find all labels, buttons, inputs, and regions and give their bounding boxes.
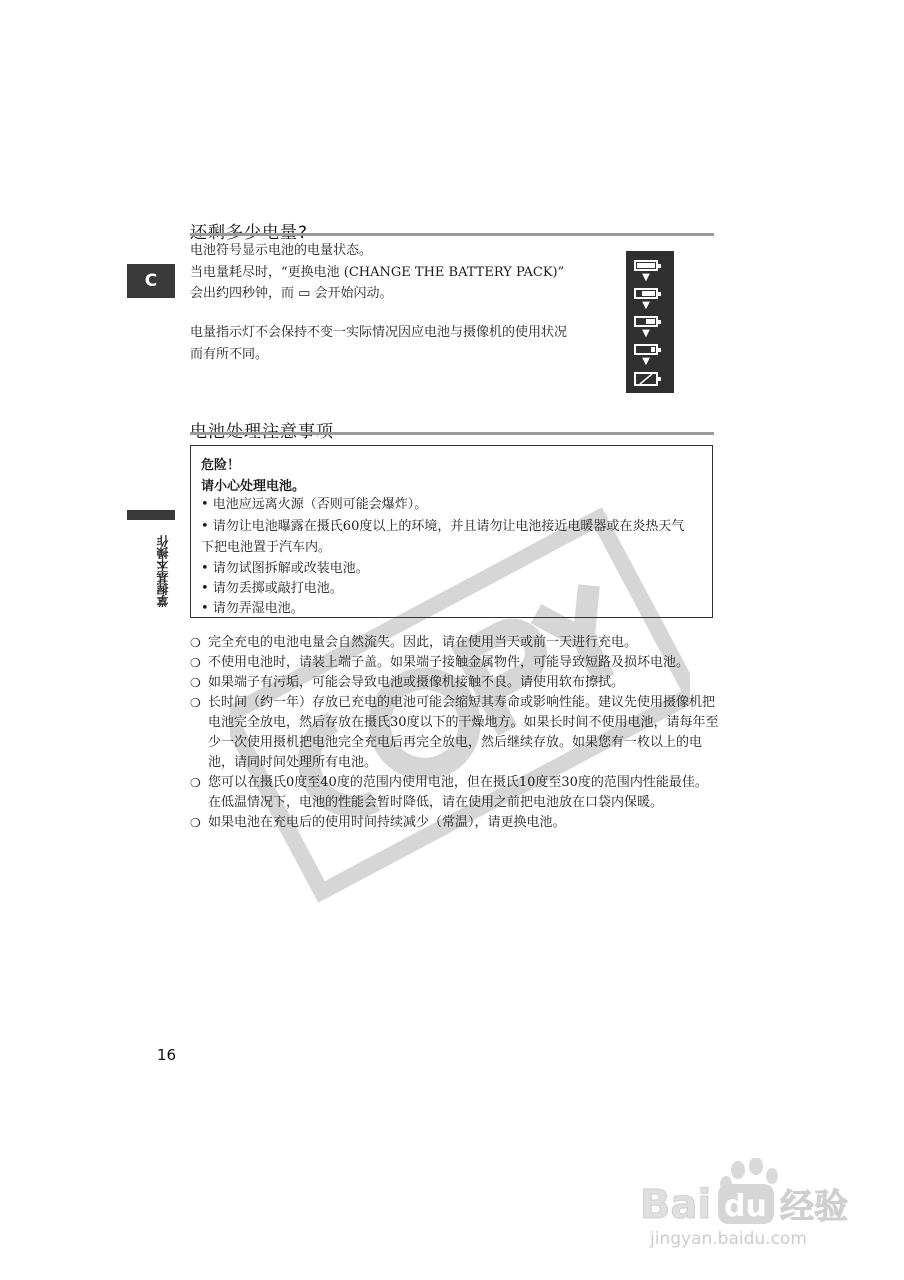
danger-item: • 请勿试图拆解或改装电池。 [201, 561, 369, 576]
list-item: ❍ 如果端子有污垢，可能会导致电池或摄像机接触不良。请使用软布擦拭。 [190, 673, 720, 693]
svg-text:经验: 经验 [780, 1187, 848, 1227]
danger-item: • 请勿弄湿电池。 [201, 601, 304, 616]
battery-notes-list [190, 633, 720, 833]
section-title-battery-handling [190, 417, 334, 442]
chapter-tab: C [127, 264, 175, 298]
battery-status-line-2: 当电量耗尽时，“更换电池 (CHANGE THE BATTERY PACK)” [190, 265, 565, 280]
battery-status-line-3: 会出约四秒钟，而 ▭ 会开始闪动。 [190, 286, 393, 301]
paw-icon [640, 1158, 880, 1250]
page-number: 16 [157, 1046, 177, 1064]
battery-full-icon [634, 260, 658, 271]
list-item: ❍ 长时间（约一年）存放已充电的电池可能会缩短其寿命或影响性能。建议先使用摄像机把电池完全放电，然后存放在摄氏30度以下的干燥地方。如果长时间不使用电池，请每年至少一次使用摄机把电池完全充电后再完全放电，然后继续存放。如果您有一枚以上的电池，请同时间处理所有电池。 [190, 695, 719, 770]
circle-bullet-icon: ❍ [190, 676, 201, 690]
arrow-down-icon: ▼ [642, 300, 650, 311]
svg-text:du: du [724, 1189, 767, 1224]
battery-low-icon [634, 344, 658, 355]
battery-status-line-4: 电量指示灯不会保持不变一实际情况因应电池与摄像机的使用状况 [190, 325, 568, 340]
battery-empty-icon [634, 372, 658, 386]
danger-item: • 电池应远离火源（否则可能会爆炸）。 [201, 497, 428, 512]
circle-bullet-icon: ❍ [190, 816, 201, 830]
svg-text:jingyan.baidu.com: jingyan.baidu.com [650, 1229, 807, 1249]
section-rule [190, 233, 714, 236]
side-chapter-label: 掌握基本操作 [156, 535, 170, 607]
side-tab-bar [127, 510, 175, 520]
section-rule [190, 432, 714, 435]
danger-item-continued: 下把电池置于汽车内。 [201, 540, 332, 555]
battery-three-quarter-icon [634, 288, 658, 299]
circle-bullet-icon: ❍ [190, 776, 201, 790]
battery-level-icons [626, 251, 674, 393]
circle-bullet-icon: ❍ [190, 696, 201, 710]
list-item: ❍ 如果电池在充电后的使用时间持续减少（常温），请更换电池。 [190, 813, 720, 833]
danger-heading: 危险！ [201, 458, 241, 473]
baidu-jingyan-logo [640, 1158, 880, 1250]
list-item: ❍ 您可以在摄氏0度至40度的范围内使用电池，但在摄氏10度至30度的范围内性能最佳。在低温情况下，电池的性能会暂时降低，请在使用之前把电池放在口袋内保暖。 [190, 775, 708, 810]
list-item: ❍ 不使用电池时，请装上端子盖。如果端子接触金属物件，可能导致短路及损坏电池。 [190, 653, 720, 673]
list-item: ❍ 完全充电的电池电量会自然流失。因此，请在使用当天或前一天进行充电。 [190, 633, 720, 653]
danger-warning-box [190, 445, 713, 618]
battery-half-icon [634, 316, 658, 327]
danger-subheading: 请小心处理电池。 [201, 479, 306, 494]
battery-status-line-5: 而有所不同。 [190, 347, 269, 362]
danger-item: • 请勿让电池曝露在摄氏60度以上的环境，并且请勿让电池接近电暖器或在炎热天气 [201, 519, 685, 534]
circle-bullet-icon: ❍ [190, 656, 201, 670]
arrow-down-icon: ▼ [642, 272, 650, 283]
arrow-down-icon: ▼ [642, 328, 650, 339]
arrow-down-icon: ▼ [642, 356, 650, 367]
circle-bullet-icon: ❍ [190, 636, 201, 650]
svg-text:Bai: Bai [640, 1182, 712, 1228]
battery-status-line-1: 电池符号显示电池的电量状态。 [190, 243, 373, 258]
danger-item: • 请勿丢掷或敲打电池。 [201, 581, 343, 596]
